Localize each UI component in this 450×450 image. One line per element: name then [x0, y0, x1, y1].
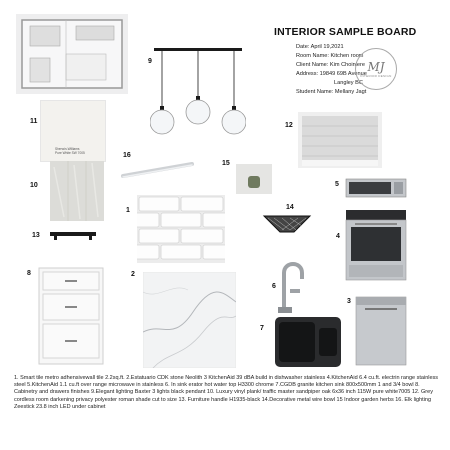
label-1: 1	[126, 207, 130, 214]
label-5: 5	[335, 181, 339, 188]
marble-countertop-swatch	[143, 272, 236, 368]
board-title: INTERIOR SAMPLE BOARD	[274, 26, 417, 38]
label-14: 14	[286, 204, 294, 211]
cabinet-handle-image	[48, 228, 98, 242]
floor-plan-image	[16, 14, 128, 94]
subway-tile-swatch	[137, 195, 225, 263]
label-10: 10	[30, 182, 38, 189]
vinyl-plank-swatch	[50, 161, 104, 221]
label-6: 6	[272, 283, 276, 290]
led-strip-image	[120, 160, 196, 180]
address-text: Address: 19849 69B Avenue	[296, 71, 367, 77]
logo-subtitle: INTERIOR DESIGN	[360, 74, 392, 78]
date-text: Date: April 19,2021	[296, 44, 344, 50]
student-text: Student Name: Mellany Jagt	[296, 89, 367, 95]
label-12: 12	[285, 122, 293, 129]
label-11: 11	[30, 118, 38, 125]
microwave-image	[345, 178, 407, 198]
dishwasher-image	[355, 296, 407, 366]
pendant-light-image	[150, 46, 246, 142]
address-city-text: Langley BC	[334, 80, 363, 86]
paint-swatch	[40, 100, 106, 162]
label-13: 13	[32, 232, 40, 239]
cabinet-image	[38, 267, 104, 365]
label-15: 15	[222, 160, 230, 167]
roman-shade-image	[298, 112, 382, 168]
label-16: 16	[123, 152, 131, 159]
granite-sink-image	[274, 316, 342, 368]
client-text: Client Name: Kim Choiniere	[296, 62, 366, 68]
herbs-image	[236, 164, 272, 194]
label-7: 7	[260, 325, 264, 332]
room-text: Room Name: Kitchen room	[296, 53, 364, 59]
label-9: 9	[148, 58, 152, 65]
paint-brand: Sherwin-Williams	[55, 147, 80, 151]
electric-range-image	[345, 209, 407, 281]
label-3: 3	[347, 298, 351, 305]
designer-logo	[355, 48, 397, 90]
logo-monogram: MJ	[367, 60, 385, 74]
label-2: 2	[131, 271, 135, 278]
label-8: 8	[27, 270, 31, 277]
label-4: 4	[336, 233, 340, 240]
paint-color-name: Pure White SW 7005	[55, 151, 85, 155]
materials-caption: 1. Smart tile metro adhensivewall tile 2.2sq.ft. 2.Estatuario CDK stone Neolith 3 KitchenAid 39 dBA build in dishwasher stainless 4.KitchenAid 6.4 cu.ft. electrin range stainless steel 5.KitchenAid 1.1 cu.ft over range microwave in stainless 6. In sink erator hot water top H3300 chrome 7.CGDB granite kitchen sink 800x500mm 1 and 3/4 bowl 8. Cabinetry and drawers finishes 9.Elegant lighting Baxter 3 lights black pendant 10. Luxury vinyl plank/ traffic master sandpiper oak 6x36 inch 115W pure white7005 12. Grey cordless room darkening privacy polyester roman shade cut to size 13. Furniture handle H1935-black 14.Decorative metal wire bowl 15 Indoor garden herbs 16. Elk lighting Zeestick 23.8 inch LED under cabinet	[14, 375, 439, 410]
wire-bowl-image	[262, 210, 312, 236]
